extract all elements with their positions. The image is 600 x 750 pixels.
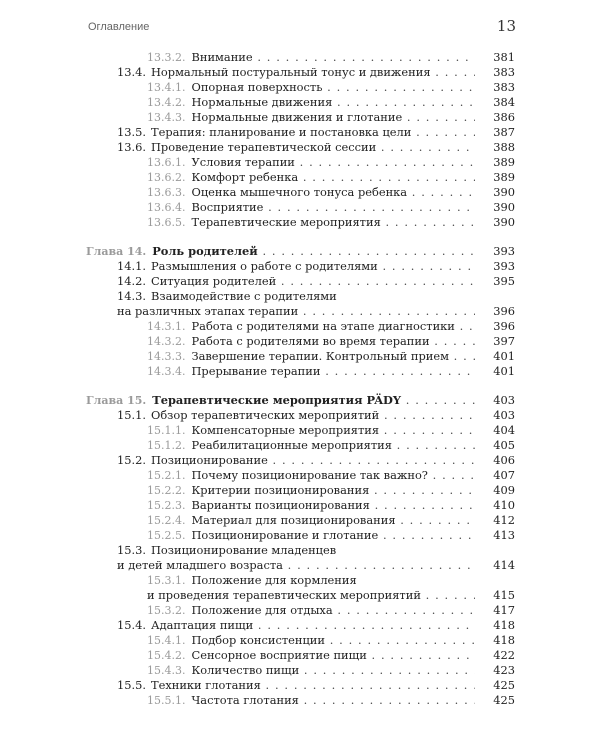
toc-page-number: 422 bbox=[475, 648, 515, 663]
toc-page-number: 383 bbox=[475, 65, 515, 80]
toc-entry[interactable] bbox=[0, 633, 600, 648]
toc-entry-text bbox=[147, 155, 489, 170]
toc-entry[interactable] bbox=[0, 259, 600, 274]
toc-entry-text bbox=[147, 170, 489, 185]
toc-entry-text bbox=[117, 304, 489, 319]
toc-entry-title: Условия терапии bbox=[191, 155, 295, 169]
toc-entry-number: 13.4. bbox=[117, 65, 146, 79]
toc-entry-number: 14.3.3. bbox=[147, 350, 186, 363]
toc-entry[interactable] bbox=[0, 80, 600, 95]
toc-entry-title: Техники глотания bbox=[150, 678, 261, 692]
toc-entry[interactable] bbox=[0, 125, 600, 140]
toc-entry-title: Роль родителей bbox=[152, 244, 258, 258]
toc-entry[interactable] bbox=[0, 408, 600, 423]
toc-entry[interactable] bbox=[0, 334, 600, 349]
toc-chapter-entry[interactable] bbox=[0, 393, 600, 408]
toc-entry[interactable] bbox=[0, 200, 600, 215]
toc-entry-number: 14.3. bbox=[117, 289, 146, 303]
toc-entry-number: 13.6.2. bbox=[147, 171, 186, 184]
toc-entry-title: Завершение терапии. Контрольный прием bbox=[191, 349, 449, 363]
toc-entry-title: Адаптация пищи bbox=[150, 618, 254, 632]
toc-entry[interactable] bbox=[0, 693, 600, 708]
toc-page-number: 407 bbox=[475, 468, 515, 483]
toc-page-number: 425 bbox=[475, 678, 515, 693]
toc-entry-text bbox=[147, 513, 489, 528]
toc-page-number: 388 bbox=[475, 140, 515, 155]
toc-entry-title: Реабилитационные мероприятия bbox=[191, 438, 392, 452]
toc-entry-text bbox=[147, 603, 489, 618]
toc-entry-text bbox=[147, 648, 489, 663]
toc-entry[interactable] bbox=[0, 453, 600, 468]
toc-entry-text bbox=[147, 110, 489, 125]
toc-entry-title: Терапевтические мероприятия PÄDY bbox=[152, 393, 402, 407]
toc-page-number: 415 bbox=[475, 588, 515, 603]
toc-entry-text bbox=[117, 408, 489, 423]
toc-page-number: 423 bbox=[475, 663, 515, 678]
toc-entry-number: 14.1. bbox=[117, 259, 146, 273]
toc-entry-number: 15.4.2. bbox=[147, 649, 186, 662]
toc-page-number: 387 bbox=[475, 125, 515, 140]
toc-entry-number: 14.2. bbox=[117, 274, 146, 288]
toc-entry-title: Взаимодействие с родителями bbox=[150, 289, 337, 303]
toc-entry[interactable] bbox=[0, 498, 600, 513]
toc-entry-number: 14.3.4. bbox=[147, 365, 186, 378]
toc-entry-text bbox=[147, 349, 489, 364]
toc-page-number: 390 bbox=[475, 200, 515, 215]
toc-entry-title: Оценка мышечного тонуса ребенка bbox=[191, 185, 408, 199]
toc-page-number: 405 bbox=[475, 438, 515, 453]
toc-entry-title: Положение для отдыха bbox=[191, 603, 333, 617]
toc-entry-text bbox=[117, 678, 489, 693]
toc-entry-number: 13.6.3. bbox=[147, 186, 186, 199]
toc-entry-title: Работа с родителями на этапе диагностики bbox=[191, 319, 455, 333]
toc-entry[interactable] bbox=[0, 663, 600, 678]
toc-page-number: 389 bbox=[475, 170, 515, 185]
toc-page-number: 425 bbox=[475, 693, 515, 708]
toc-entry-text bbox=[147, 633, 489, 648]
toc-entry[interactable] bbox=[0, 304, 600, 319]
toc-entry-text bbox=[117, 259, 489, 274]
toc-entry[interactable] bbox=[0, 438, 600, 453]
toc-entry-text bbox=[147, 423, 489, 438]
toc-entry-text bbox=[117, 453, 489, 468]
toc-entry-text bbox=[147, 200, 489, 215]
running-head: Оглавление bbox=[88, 21, 150, 33]
toc-entry-title: Почему позиционирование так важно? bbox=[191, 468, 428, 482]
toc-page-number: 401 bbox=[475, 349, 515, 364]
toc-entry-number: 13.3.2. bbox=[147, 51, 186, 64]
toc-entry-title: Сенсорное восприятие пищи bbox=[191, 648, 367, 662]
toc-entry-title: Положение для кормления bbox=[191, 573, 357, 587]
toc-entry-title: Ситуация родителей bbox=[150, 274, 277, 288]
toc-entry-text bbox=[117, 289, 489, 304]
toc-entry[interactable] bbox=[0, 95, 600, 110]
section-gap bbox=[0, 379, 600, 393]
toc-entry-number: 15.4.3. bbox=[147, 664, 186, 677]
toc-entry-text bbox=[117, 274, 489, 289]
toc-page-number: 418 bbox=[475, 633, 515, 648]
toc-entry[interactable] bbox=[0, 528, 600, 543]
toc-entry-number: 15.3.2. bbox=[147, 604, 186, 617]
toc-entry-title: Опорная поверхность bbox=[191, 80, 323, 94]
toc-entry-text bbox=[117, 125, 489, 140]
toc-page-number: 404 bbox=[475, 423, 515, 438]
toc-entry-number: 15.1. bbox=[117, 408, 146, 422]
toc-entry[interactable] bbox=[0, 588, 600, 603]
toc-entry-title: и детей младшего возраста bbox=[117, 558, 283, 572]
toc-entry-text bbox=[86, 393, 489, 408]
toc-entry-number: 13.5. bbox=[117, 125, 146, 139]
toc-entry-title: Нормальный постуральный тонус и движения bbox=[150, 65, 431, 79]
section-gap bbox=[0, 230, 600, 244]
toc-entry-title: Прерывание терапии bbox=[191, 364, 321, 378]
toc-entry-number: 15.3. bbox=[117, 543, 146, 557]
toc-page-number: 389 bbox=[475, 155, 515, 170]
toc-entry-title: Позиционирование bbox=[150, 453, 268, 467]
toc-page-number: 412 bbox=[475, 513, 515, 528]
toc-entry-text bbox=[117, 543, 489, 558]
toc-page-number: 381 bbox=[475, 50, 515, 65]
toc-chapter-entry[interactable] bbox=[0, 244, 600, 259]
toc-entry[interactable] bbox=[0, 423, 600, 438]
toc-entry-number: 15.4.1. bbox=[147, 634, 186, 647]
toc-entry[interactable] bbox=[0, 185, 600, 200]
toc-entry-number: 13.4.3. bbox=[147, 111, 186, 124]
toc-page-number: 413 bbox=[475, 528, 515, 543]
toc-entry-title: и проведения терапевтических мероприятий bbox=[147, 588, 421, 602]
toc-entry[interactable] bbox=[0, 364, 600, 379]
toc-entry-number: 15.3.1. bbox=[147, 574, 186, 587]
toc-entry-title: Позиционирование младенцев bbox=[150, 543, 337, 557]
toc-entry-title: Позиционирование и глотание bbox=[191, 528, 379, 542]
toc-page-number: 384 bbox=[475, 95, 515, 110]
toc-page-number: 396 bbox=[475, 304, 515, 319]
toc-entry-title: Количество пищи bbox=[191, 663, 300, 677]
toc-entry[interactable] bbox=[0, 678, 600, 693]
toc-entry-number: 15.2.4. bbox=[147, 514, 186, 527]
toc-page-number: 393 bbox=[475, 259, 515, 274]
toc-entry-title: Нормальные движения и глотание bbox=[191, 110, 403, 124]
toc-entry-text bbox=[147, 95, 489, 110]
toc-entry-title: Материал для позиционирования bbox=[191, 513, 396, 527]
toc-entry-text bbox=[147, 438, 489, 453]
toc-entry-number: 15.2.2. bbox=[147, 484, 186, 497]
toc-page-number: 409 bbox=[475, 483, 515, 498]
toc-entry-text bbox=[86, 244, 489, 259]
toc-entry-title: Частота глотания bbox=[191, 693, 299, 707]
toc-page-number: 410 bbox=[475, 498, 515, 513]
toc-page-number: 401 bbox=[475, 364, 515, 379]
toc-entry[interactable] bbox=[0, 573, 600, 588]
toc-entry[interactable] bbox=[0, 140, 600, 155]
toc-entry-number: 15.2.1. bbox=[147, 469, 186, 482]
toc-entry[interactable] bbox=[0, 468, 600, 483]
toc-page-number: 396 bbox=[475, 319, 515, 334]
toc-entry-text bbox=[147, 588, 489, 603]
toc-entry-number: Глава 14. bbox=[86, 245, 147, 258]
toc-entry-number: 15.2.5. bbox=[147, 529, 186, 542]
toc-entry-text bbox=[147, 498, 489, 513]
toc-entry-text bbox=[147, 334, 489, 349]
toc-entry[interactable] bbox=[0, 543, 600, 558]
toc-entry-title: Нормальные движения bbox=[191, 95, 333, 109]
toc-page-number: 390 bbox=[475, 185, 515, 200]
toc-entry-title: Терапевтические мероприятия bbox=[191, 215, 381, 229]
toc-entry-text bbox=[147, 80, 489, 95]
toc-entry-text bbox=[147, 663, 489, 678]
toc-entry-title: Критерии позиционирования bbox=[191, 483, 370, 497]
toc-entry-number: 13.4.2. bbox=[147, 96, 186, 109]
toc-entry-text bbox=[147, 185, 489, 200]
toc-entry-title: Комфорт ребенка bbox=[191, 170, 299, 184]
toc-entry-number: 15.1.1. bbox=[147, 424, 186, 437]
toc-entry-title: Восприятие bbox=[191, 200, 264, 214]
toc-entry[interactable] bbox=[0, 110, 600, 125]
toc-entry-text bbox=[147, 50, 489, 65]
toc-entry-number: 15.2. bbox=[117, 453, 146, 467]
toc-entry[interactable] bbox=[0, 558, 600, 573]
toc-entry[interactable] bbox=[0, 215, 600, 230]
table-of-contents bbox=[0, 50, 600, 708]
toc-entry-text bbox=[147, 319, 489, 334]
toc-entry[interactable] bbox=[0, 274, 600, 289]
toc-entry-text bbox=[117, 65, 489, 80]
toc-entry-number: 14.3.1. bbox=[147, 320, 186, 333]
toc-page-number: 418 bbox=[475, 618, 515, 633]
toc-entry[interactable] bbox=[0, 170, 600, 185]
toc-entry-title: Размышления о работе с родителями bbox=[150, 259, 378, 273]
toc-entry-text bbox=[147, 573, 489, 588]
page-number: 13 bbox=[496, 17, 516, 35]
toc-entry[interactable] bbox=[0, 65, 600, 80]
toc-entry[interactable] bbox=[0, 648, 600, 663]
toc-entry[interactable] bbox=[0, 289, 600, 304]
toc-entry-title: Внимание bbox=[191, 50, 253, 64]
toc-entry-title: Обзор терапевтических мероприятий bbox=[150, 408, 380, 422]
toc-entry-number: 14.3.2. bbox=[147, 335, 186, 348]
toc-entry-text bbox=[147, 215, 489, 230]
toc-page-number: 393 bbox=[475, 244, 515, 259]
toc-entry-title: Варианты позиционирования bbox=[191, 498, 370, 512]
toc-page-number: 383 bbox=[475, 80, 515, 95]
toc-entry-number: 13.6.1. bbox=[147, 156, 186, 169]
toc-entry[interactable] bbox=[0, 603, 600, 618]
toc-entry-text bbox=[147, 693, 489, 708]
toc-page-number: 395 bbox=[475, 274, 515, 289]
toc-entry-number: 13.6.4. bbox=[147, 201, 186, 214]
toc-entry[interactable] bbox=[0, 618, 600, 633]
toc-entry-number: 13.6. bbox=[117, 140, 146, 154]
toc-entry-text bbox=[147, 483, 489, 498]
toc-entry-text bbox=[147, 364, 489, 379]
toc-entry-text bbox=[147, 528, 489, 543]
toc-entry[interactable] bbox=[0, 50, 600, 65]
toc-entry-title: Терапия: планирование и постановка цели bbox=[150, 125, 412, 139]
toc-page-number: 417 bbox=[475, 603, 515, 618]
toc-page-number: 397 bbox=[475, 334, 515, 349]
toc-entry-title: Компенсаторные мероприятия bbox=[191, 423, 380, 437]
toc-entry-text bbox=[117, 140, 489, 155]
toc-page-number: 414 bbox=[475, 558, 515, 573]
toc-entry[interactable] bbox=[0, 349, 600, 364]
toc-entry-number: 15.2.3. bbox=[147, 499, 186, 512]
toc-entry[interactable] bbox=[0, 319, 600, 334]
toc-entry-number: 15.1.2. bbox=[147, 439, 186, 452]
toc-page-number: 390 bbox=[475, 215, 515, 230]
toc-entry-number: Глава 15. bbox=[86, 394, 147, 407]
toc-entry-title: на различных этапах терапии bbox=[117, 304, 299, 318]
toc-entry-number: 13.4.1. bbox=[147, 81, 186, 94]
toc-entry[interactable] bbox=[0, 513, 600, 528]
toc-entry-text bbox=[117, 558, 489, 573]
toc-entry[interactable] bbox=[0, 483, 600, 498]
toc-entry-text bbox=[117, 618, 489, 633]
toc-page-number: 406 bbox=[475, 453, 515, 468]
toc-entry[interactable] bbox=[0, 155, 600, 170]
toc-entry-text bbox=[147, 468, 489, 483]
toc-page-number: 403 bbox=[475, 408, 515, 423]
toc-entry-number: 15.5.1. bbox=[147, 694, 186, 707]
toc-entry-title: Проведение терапевтической сессии bbox=[150, 140, 377, 154]
toc-entry-number: 15.4. bbox=[117, 618, 146, 632]
toc-entry-title: Работа с родителями во время терапии bbox=[191, 334, 430, 348]
toc-entry-title: Подбор консистенции bbox=[191, 633, 325, 647]
toc-page-number: 403 bbox=[475, 393, 515, 408]
toc-page-number: 386 bbox=[475, 110, 515, 125]
toc-entry-number: 15.5. bbox=[117, 678, 146, 692]
toc-entry-number: 13.6.5. bbox=[147, 216, 186, 229]
